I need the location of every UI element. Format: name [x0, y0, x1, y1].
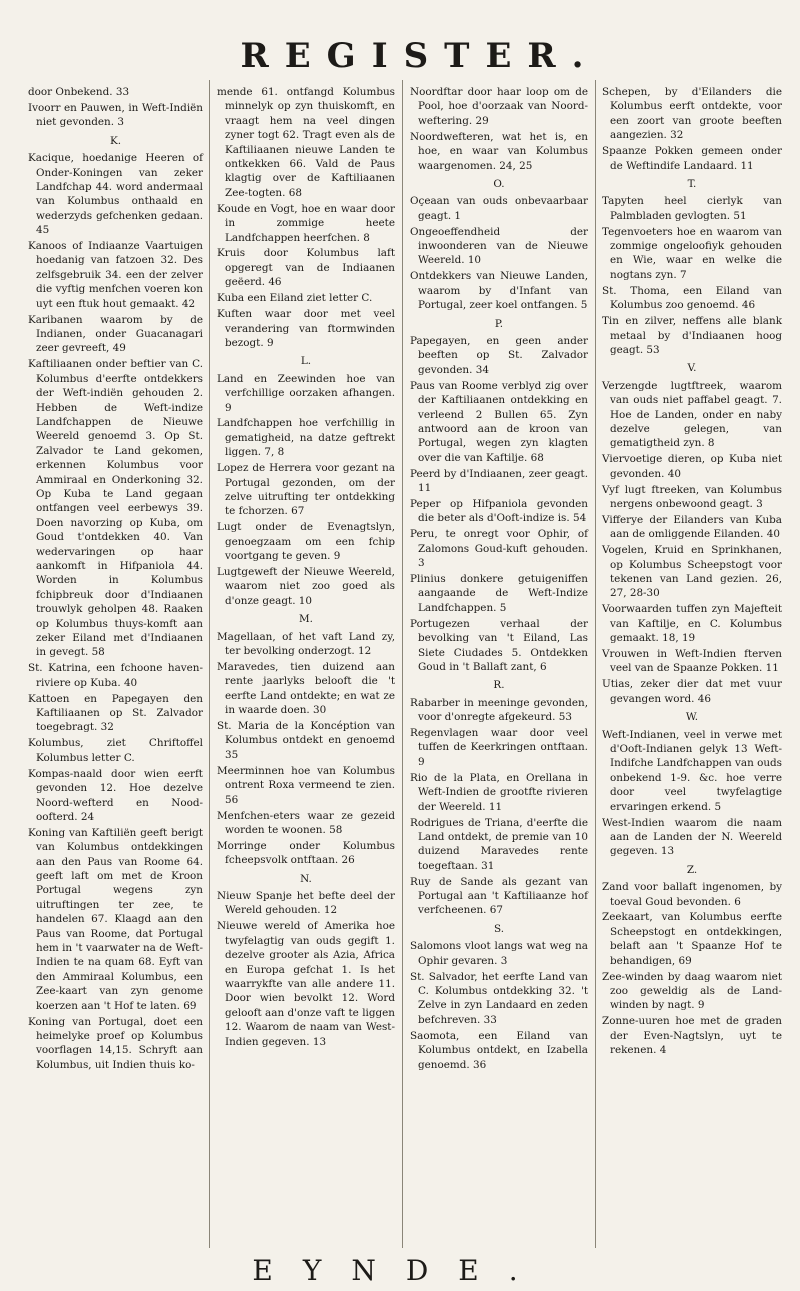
index-column-2: [217, 85, 395, 1051]
index-letter-heading: W.: [685, 711, 699, 724]
index-entry: Schepen, by d'Eilanders die Kolumbus eerft ontdekte, voor een zoort van groote beeften aangezien. 32: [602, 86, 782, 142]
index-entry: Portugezen verhaal der bevolking van 't Eiland, Las Siete Ciudades 5. Ontdekken Goud in 't Ballaft zant, 6: [410, 617, 588, 673]
index-entry: Ivoorr en Pauwen, in Weft-Indiën niet gevonden. 3: [28, 101, 203, 129]
index-entry: St. Thoma, een Eiland van Kolumbus zoo genoemd. 46: [602, 284, 782, 312]
index-entry: Vifferye der Eilanders van Kuba aan de omliggende Eilanden. 40: [602, 513, 782, 541]
index-entry: mende 61. ontfangd Kolumbus minnelyk op zyn thuiskomft, en vraagt hem na veel dingen zyner togt 62. Tragt even als de Kaftiliaanen nieuwe Landen te ontkekken 66. Vald de Paus klagtig over de Kaftiliaanen Zee-togten. 68: [217, 86, 395, 199]
index-entry: Kuba een Eiland ziet letter C.: [217, 292, 373, 305]
index-entry: Noordwefteren, wat het is, en hoe, en waar van Kolumbus waargenomen. 24, 25: [410, 130, 588, 172]
index-entry: Lugtgeweft der Nieuwe Weereld, waarom niet zoo goed als d'onze geagt. 10: [217, 566, 395, 607]
index-entry: St. Katrina, een fchoone haven-riviere op Kuba. 40: [28, 662, 203, 689]
index-column-1: [28, 85, 203, 1074]
index-entry: Karibanen waarom by de Indianen, onder Guacanagari zeer gevreeft, 49: [28, 313, 203, 355]
index-entry: Verzengde lugtftreek, waarom van ouds niet paffabel geagt. 7. Hoe de Landen, onder en naby dezelve gelegen, van gematigtheid zyn. 8: [602, 379, 782, 450]
index-entry: Saomota, een Eiland van Kolumbus ontdekt, en Izabella genoemd. 36: [410, 1029, 588, 1071]
index-letter-heading: O.: [493, 177, 505, 190]
index-entry: Meerminnen hoe van Kolumbus ontrent Roxa vermeend te zien. 56: [217, 764, 395, 806]
index-entry: Salomons vloot langs wat weg na Ophir gevaren. 3: [410, 940, 588, 967]
index-entry: Kattoen en Papegayen den Kaftiliaanen op St. Zalvador toegebragt. 32: [28, 692, 203, 734]
index-entry: Kruis door Kolumbus laft opgeregt van de Indiaanen geëerd. 46: [217, 247, 395, 289]
index-entry: Viervoetige dieren, op Kuba niet gevonden. 40: [602, 453, 782, 480]
index-entry: Land en Zeewinden hoe van verfchillige oorzaken afhangen. 9: [217, 372, 395, 414]
index-entry: Utias, zeker dier dat met vuur gevangen word. 46: [602, 678, 782, 705]
index-entry: Kompas-naald door wien eerft gevonden 12. Hoe dezelve Noord-wefterd en Nood-oofterd. 24: [28, 767, 203, 823]
index-entry: Morringe onder Kolumbus fcheepsvolk ontftaan. 26: [217, 839, 395, 867]
index-entry: Magellaan, of het vaft Land zy, ter bevolking onderzogt. 12: [217, 630, 395, 658]
index-entry: West-Indien waarom die naam aan de Landen der N. Weereld gegeven. 13: [602, 816, 782, 858]
index-entry: Menfchen-eters waar ze gezeid worden te woonen. 58: [217, 809, 395, 836]
index-letter-heading: L.: [300, 355, 312, 368]
index-letter-heading: V.: [687, 362, 697, 375]
index-column-3: [410, 85, 588, 1073]
index-letter-heading: K.: [109, 134, 122, 147]
index-entry: St. Maria de la Koncéption van Kolumbus ontdekt en genoemd 35: [217, 720, 395, 761]
index-entry: Tin en zilver, neffens alle blank metaal by d'Indiaanen hoog geagt. 53: [602, 315, 782, 356]
index-entry: Regenvlagen waar door veel tuffen de Keerkringen ontftaan. 9: [410, 727, 588, 768]
index-entry: Zonne-uuren hoe met de graden der Even-Nagtslyn, uyt te rekenen. 4: [602, 1015, 782, 1057]
index-letter-heading: M.: [299, 613, 313, 626]
column-rule: [595, 80, 596, 1248]
index-entry: Ontdekkers van Nieuwe Landen, waarom by d'Infant van Portugal, zeer koel ontfangen. 5: [410, 270, 588, 312]
index-entry: Oçeaan van ouds onbevaarbaar geagt. 1: [410, 195, 588, 222]
index-entry: Plinius donkere getuigeniffen aangaande de Weft-Indize Landfchappen. 5: [410, 573, 588, 614]
index-entry: Lugt onder de Evenagtslyn, genoegzaam om een fchip voortgang te geven. 9: [217, 521, 395, 563]
index-entry: Kolumbus, ziet Chriftoffel Kolumbus letter C.: [28, 737, 203, 764]
index-entry: Zeekaart, van Kolumbus eerfte Scheepstogt en ontdekkingen, belaft aan 't Spaanze Hof te behandigen, 69: [602, 911, 782, 967]
index-entry: Spaanze Pokken gemeen onder de Weftindife Landaard. 11: [602, 145, 782, 172]
index-entry: Papegayen, en geen ander beeften op St. Zalvador gevonden. 34: [410, 335, 588, 376]
index-entry: Kaftiliaanen onder beftier van C. Kolumbus d'eerfte ontdekkers der Weft-indiën gehouden 2. Hebben de Weft-indize Landfchappen de Nieuwe Weereld genoemd 3. Op St. Zalvador te Land gekomen, erkennen Kolumbus voor Ammiraal en Onderkoning 32. Op Kuba te Land gegaan ontfangen veel eerbewys 39. Doen navorzing op Kuba, om Goud t'ontdekken 40. Van wedervaringen op haar aankomft in Hifpaniola 44. Worden in Kolumbus fchipbreuk door d'Indiaanen trouwlyk geholpen 48. Raaken op Kolumbus thuys-komft aan zeker Eiland met d'Indiaanen in gevegt. 58: [28, 358, 203, 659]
index-letter-heading: Z.: [686, 863, 698, 876]
index-entry: Vyf lugt ftreeken, van Kolumbus nergens onbewoond geagt. 3: [602, 483, 782, 510]
index-entry: Peerd by d'Indiaanen, zeer geagt. 11: [410, 467, 588, 495]
index-entry: Lopez de Herrera voor gezant na Portugal gezonden, om der zelve uitrufting ter ontdekking te fchorzen. 67: [217, 462, 395, 518]
index-entry: Koning van Kaftiliën geeft berigt van Kolumbus ontdekkingen aan den Paus van Roome 64. geeft laft om met de Kroon Portugal wegens zyn uitruftingen ter zee, te handelen 67. Klaagd aan den Paus van Roome, dat Portugal hem in 't vaarwater na de Weft-Indien te na quam 68. Eyft van den Ammiraal Kolumbus, een Zee-kaart van zyn genome koerzen aan 't Hof te laten. 69: [28, 826, 203, 1012]
index-letter-heading: P.: [494, 317, 504, 330]
index-entry: Tapyten heel cierlyk van Palmbladen gevlogten. 51: [602, 195, 782, 222]
page-footer: EYNDE.: [252, 1254, 548, 1287]
index-entry: Landfchappen hoe verfchillig in gematigheid, na datze geftrekt liggen. 7, 8: [217, 417, 395, 459]
index-entry: Kuften waar door met veel verandering van ftormwinden bezogt. 9: [217, 308, 395, 349]
index-entry: Rabarber in meeninge gevonden, voor d'onregte afgekeurd. 53: [410, 696, 588, 724]
index-entry: Koning van Portugal, doet een heimelyke proef op Kolumbus voorflagen 14,15. Schryft aan Kolumbus, uit Indien thuis ko-: [28, 1015, 203, 1071]
index-entry: Koude en Vogt, hoe en waar door in zommige heete Landfchappen heerfchen. 8: [217, 202, 395, 244]
index-entry: Vrouwen in Weft-Indien fterven veel van de Spaanze Pokken. 11: [602, 648, 782, 675]
index-entry: Tegenvoeters hoe en waarom van zommige ongeloofiyk gehouden en Wie, waar en welke die nogtans zyn. 7: [602, 225, 782, 281]
index-entry: Peper op Hifpaniola gevonden die beter als d'Ooft-indize is. 54: [410, 497, 588, 525]
index-entry: Rio de la Plata, en Orellana in Weft-Indien de grootfte rivieren der Weereld. 11: [410, 771, 588, 813]
index-entry: Zee-winden by daag waarom niet zoo geweldig als de Land-winden by nagt. 9: [602, 970, 782, 1012]
index-entry: Zand voor ballaft ingenomen, by toeval Goud bevonden. 6: [602, 881, 782, 908]
index-entry: Maravedes, tien duizend aan rente jaarlyks belooft die 't eerfte Land ontdekte; en wat ze in waarde doen. 30: [217, 660, 395, 717]
index-entry: Rodrigues de Triana, d'eerfte die Land ontdekt, de premie van 10 duizend Maravedes rente toegeftaan. 31: [410, 816, 588, 872]
index-entry: Ruy de Sande als gezant van Portugal aan 't Kaftiliaanze hof verfcheenen. 67: [410, 875, 588, 917]
column-rule: [209, 80, 210, 1248]
index-entry: St. Salvador, het eerfte Land van C. Kolumbus ontdekking 32. 't Zelve in zyn Landaard en zeden befchreven. 33: [410, 970, 588, 1026]
index-entry: Kanoos of Indiaanze Vaartuigen hoedanig van fatzoen 32. Des zelfsgebruik 34. een der zelver die vyftig menfchen voeren kon uyt een ftuk hout gemaakt. 42: [28, 240, 203, 310]
index-entry: Vogelen, Kruid en Sprinkhanen, op Kolumbus Scheepstogt voor tekenen van Land gezien. 26, 27, 28-30: [602, 544, 782, 600]
index-entry: Weft-Indianen, veel in verwe met d'Ooft-Indianen gelyk 13 Weft-Indifche Landfchappen van ouds onbekend 1-9. &c. hoe verre door veel twyfelagtige ervaringen erkend. 5: [602, 728, 783, 813]
page-header: REGISTER.: [240, 36, 600, 76]
index-entry: Voorwaarden tuffen zyn Majefteit van Kaftilje, en C. Kolumbus gemaakt. 18, 19: [602, 603, 782, 645]
index-entry: Ongeoeffendheid der inwoonderen van de Nieuwe Weereld. 10: [410, 225, 588, 267]
index-entry: Paus van Roome verblyd zig over der Kaftiliaanen ontdekking en verleend 2 Bullen 65. Zyn antwoord aan de kroon van Portugal, wegen zyn klagten over die van Kaftilje. 68: [410, 379, 588, 464]
index-entry: Noordftar door haar loop om de Pool, hoe d'oorzaak van Noord-weftering. 29: [410, 86, 588, 127]
index-entry: Nieuwe wereld of Amerika hoe twyfelagtig van ouds gegift 1. dezelve grooter als Azia, Africa en Europa gefchat 1. Is het waarrykfte van alle andere 11. Door wien bevolkt 12. Word gelooft aan d'onze vaft te liggen 12. Waarom de naam van West-Indien gegeven. 13: [217, 920, 395, 1048]
index-letter-heading: S.: [493, 922, 505, 935]
index-entry: Nieuw Spanje het befte deel der Wereld gehouden. 12: [217, 890, 395, 917]
index-entry: Kacique, hoedanige Heeren of Onder-Koningen van zeker Landfchap 44. word andermaal van Kolumbus onthaald en wederzyds gefchenken gedaan. 45: [28, 152, 203, 237]
index-column-4: [602, 85, 782, 1059]
column-rule: [402, 80, 403, 1248]
index-entry: Peru, te onregt voor Ophir, of Zalomons Goud-kuft gehouden. 3: [410, 528, 588, 570]
index-letter-heading: T.: [687, 177, 697, 190]
index-letter-heading: R.: [493, 679, 505, 692]
index-letter-heading: N.: [300, 872, 312, 885]
index-entry: door Onbekend. 33: [28, 86, 130, 98]
